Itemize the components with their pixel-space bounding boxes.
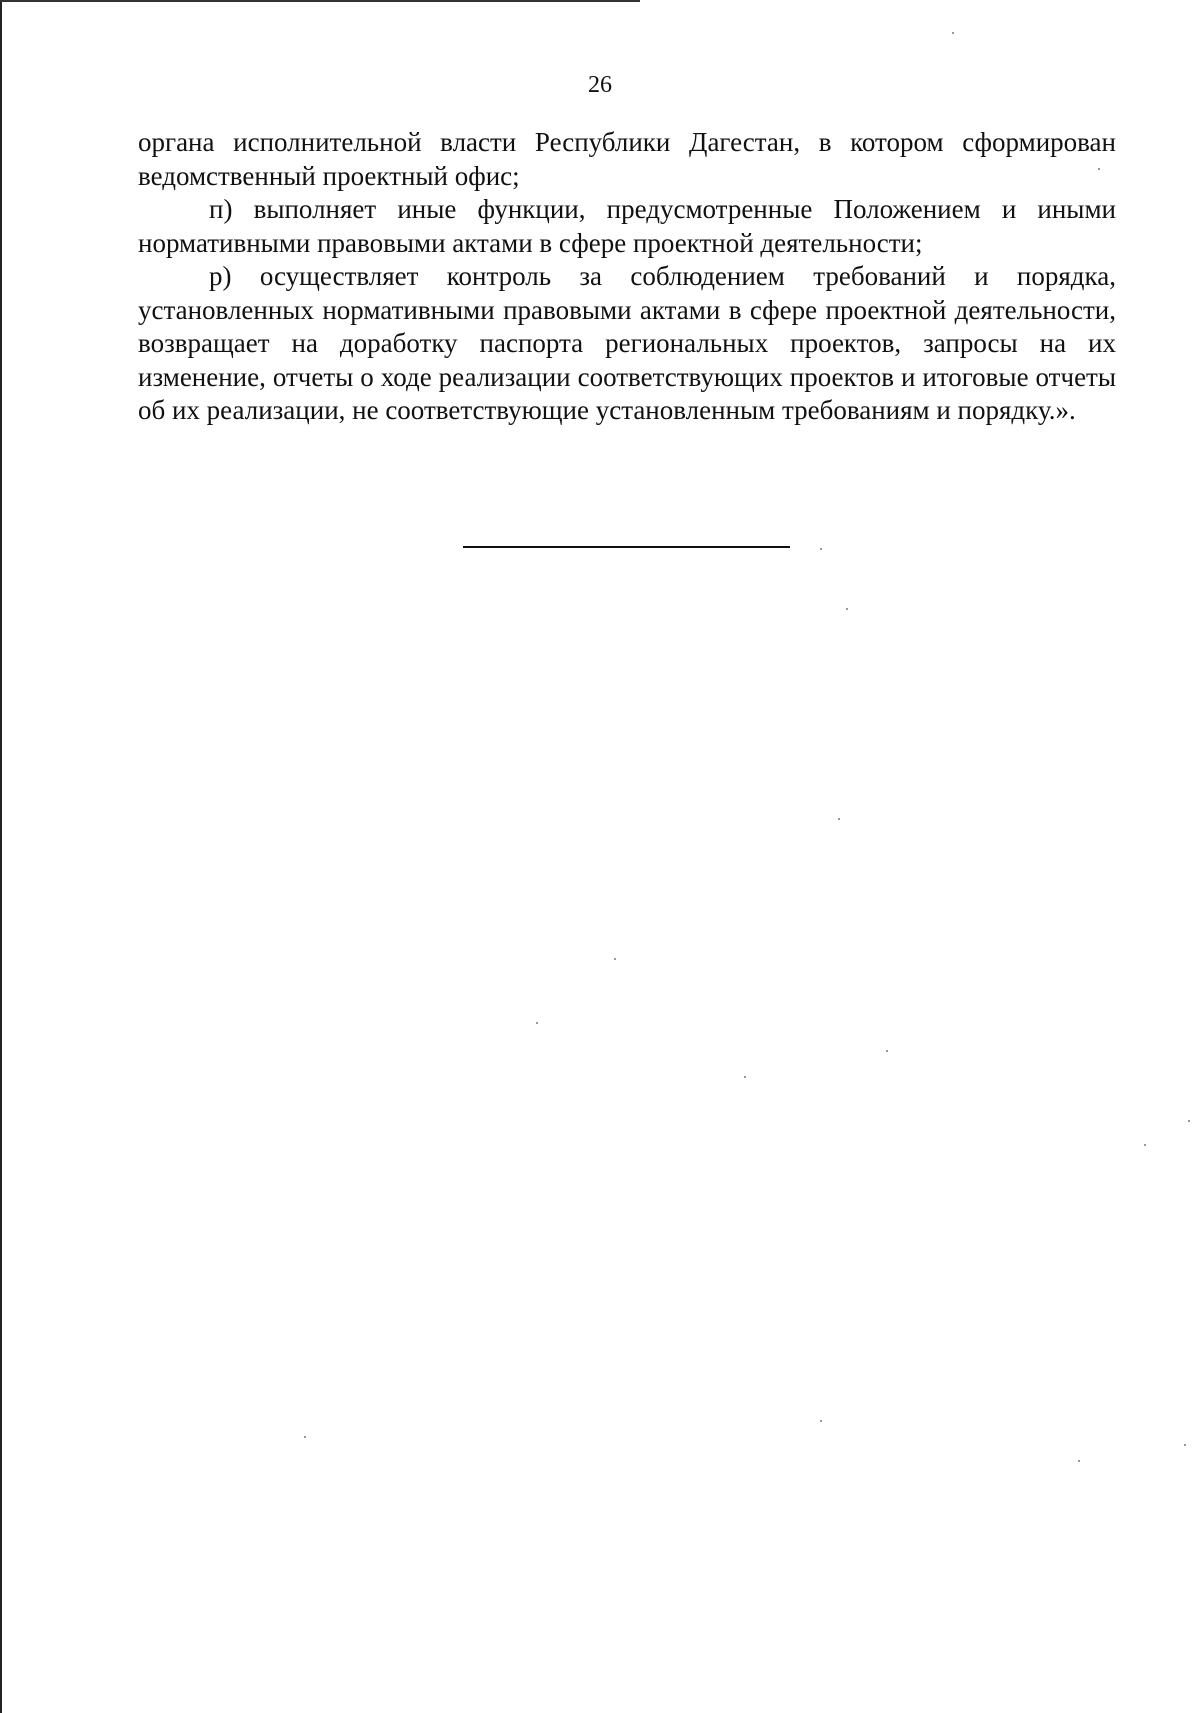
scan-speck — [1144, 1144, 1146, 1146]
paragraph-continuation: органа исполнительной власти Республики Дагестан, в котором сформирован ведомственный проектный офис; — [138, 127, 1116, 191]
end-of-text-rule — [463, 546, 790, 548]
scan-edge-top — [0, 0, 640, 2]
scan-speck — [952, 32, 954, 34]
paragraph-item-p: п) выполняет иные функции, предусмотренные Положением и иными нормативными правовыми актами в сфере проектной деятельности; — [138, 194, 1116, 258]
body-text — [138, 126, 1116, 428]
scan-edge-left — [0, 0, 2, 1713]
scan-speck — [886, 1050, 888, 1052]
scan-speck — [820, 548, 822, 550]
scan-speck — [1078, 1460, 1080, 1462]
scan-speck — [304, 1436, 306, 1438]
page-number: 26 — [588, 72, 612, 98]
scan-speck — [838, 818, 840, 820]
paragraph-item-r: р) осуществляет контроль за соблюдением требований и порядка, установленных нормативными правовыми актами в сфере проектной деятельности, возвращает на доработку паспорта региональных проектов, запросы на их изменение, отчеты о ходе реализации соответствующих проектов и итоговые отчеты об их реализации, не соответствующие установленным требованиям и порядку.». — [138, 261, 1116, 425]
scan-speck — [1188, 1120, 1190, 1122]
scan-speck — [820, 1420, 822, 1422]
scan-speck — [744, 1076, 746, 1078]
scan-speck — [1184, 1444, 1186, 1446]
scan-speck — [536, 1022, 538, 1024]
scan-speck — [846, 608, 848, 610]
scan-speck — [614, 958, 616, 960]
scan-speck — [1098, 168, 1100, 170]
